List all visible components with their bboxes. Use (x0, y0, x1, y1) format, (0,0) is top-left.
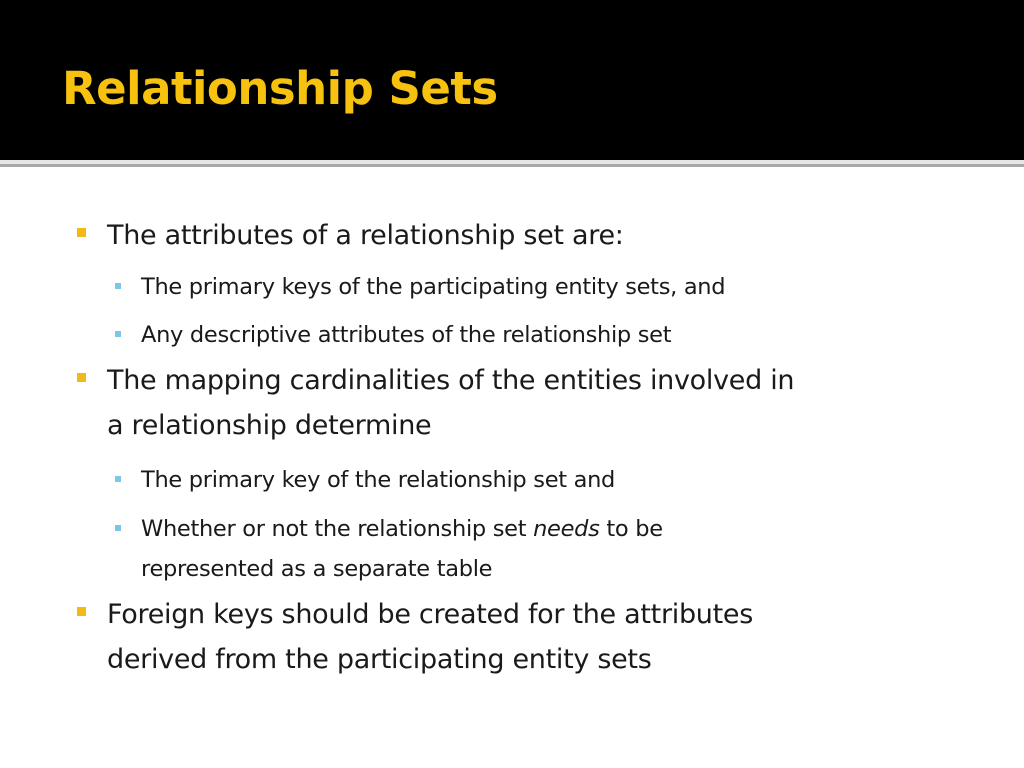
bullet-item (107, 213, 624, 258)
sub-bullet-text-end: to be (599, 516, 663, 542)
bullet-text: The mapping cardinalities of the entities involved in (107, 365, 795, 396)
square-sub-bullet-icon (115, 331, 121, 337)
sub-bullet-item (141, 266, 725, 308)
sub-bullet-text-start: Whether or not the relationship set (141, 516, 534, 542)
bullet-text: The attributes of a relationship set are: (107, 220, 624, 251)
slide-title: Relationship Sets (62, 62, 498, 115)
square-bullet-icon (77, 373, 86, 382)
sub-bullet-item (141, 508, 663, 590)
square-bullet-icon (77, 228, 86, 237)
sub-bullet-item (141, 314, 671, 356)
sub-bullet-text (141, 508, 663, 550)
sub-bullet-text: Any descriptive attributes of the relationship set (141, 322, 672, 348)
bullet-item (107, 358, 794, 448)
bullet-text: Foreign keys should be created for the attributes (107, 599, 753, 630)
sub-bullet-item (141, 459, 615, 501)
sub-bullet-text: The primary keys of the participating entity sets, and (141, 274, 726, 300)
sub-bullet-text: The primary key of the relationship set and (141, 467, 616, 493)
square-sub-bullet-icon (115, 525, 121, 531)
sub-bullet-text-continued: represented as a separate table (141, 556, 493, 582)
emphasized-word: needs (533, 516, 600, 542)
square-bullet-icon (77, 607, 86, 616)
bullet-item (107, 592, 753, 682)
bullet-text-continued: a relationship determine (107, 410, 432, 441)
square-sub-bullet-icon (115, 283, 121, 289)
square-sub-bullet-icon (115, 476, 121, 482)
bullet-text-continued: derived from the participating entity sets (107, 644, 652, 675)
